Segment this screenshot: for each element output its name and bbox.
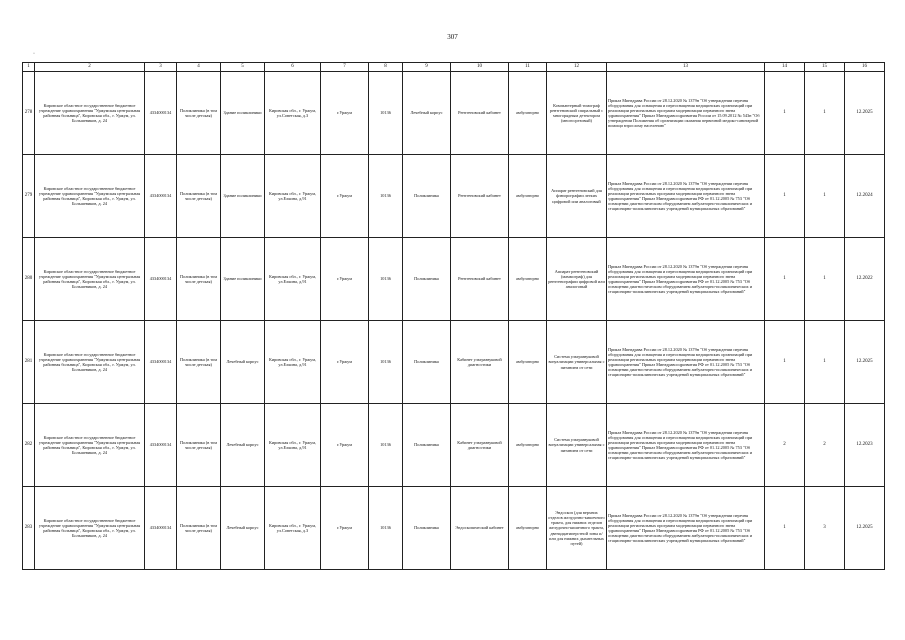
cell-type: амбулаторно — [509, 238, 547, 321]
cell-addr: Кировская обл., г. Уржум, ул.Елкина, д.91 — [265, 155, 321, 238]
cell-addr: Кировская обл., г. Уржум, ул.Елкина, д.91 — [265, 238, 321, 321]
cell-addr: Кировская обл., г. Уржум, ул.Елкина, д.91 — [265, 404, 321, 487]
header-cell: 16 — [845, 63, 885, 72]
cell-addr: Кировская обл., г. Уржум, ул.Советская, д.3 — [265, 487, 321, 570]
cell-equip: Аппарат рентгеновский для флюорографии легких цифровой или аналоговый — [547, 155, 607, 238]
cell-bld: Здание поликлиники — [221, 72, 265, 155]
cell-type: амбулаторно — [509, 404, 547, 487]
cell-bld: Лечебный корпус — [221, 321, 265, 404]
cell-cab: Кабинет ультразвуковой диагностики — [451, 404, 509, 487]
cell-city: г.Уржум — [321, 404, 369, 487]
cell-c16: 12.2025 — [845, 487, 885, 570]
cell-dept: Поликлиника (в том числе детская) — [177, 404, 221, 487]
cell-unit: Поликлиника — [403, 321, 451, 404]
cell-cab: Рентгеновский кабинет — [451, 72, 509, 155]
header-cell: 3 — [145, 63, 177, 72]
cell-type: амбулаторно — [509, 72, 547, 155]
equipment-table — [22, 62, 885, 570]
header-cell: 10 — [451, 63, 509, 72]
header-cell: 13 — [607, 63, 765, 72]
table-row — [23, 72, 885, 155]
header-cell: 6 — [265, 63, 321, 72]
cell-city: г.Уржум — [321, 72, 369, 155]
cell-c14: 1 — [765, 155, 805, 238]
table-row — [23, 155, 885, 238]
header-cell: 2 — [35, 63, 145, 72]
cell-code: 10136 — [369, 238, 403, 321]
cell-bld: Здание поликлиники — [221, 238, 265, 321]
cell-c14: 2 — [765, 404, 805, 487]
cell-dept: Поликлиника (в том числе детская) — [177, 487, 221, 570]
cell-org: Кировское областное государственное бюджетное учреждение здравоохранения "Уржумская центральная районная больница", Кировская обл., г. Уржум, ул. Большевиков, д. 24 — [35, 72, 145, 155]
table-row — [23, 321, 885, 404]
cell-c14: 1 — [765, 72, 805, 155]
header-cell: 11 — [509, 63, 547, 72]
cell-code: 10136 — [369, 72, 403, 155]
cell-bld: Здание поликлиники — [221, 155, 265, 238]
cell-equip: Система ультразвуковой визуализации универсальная с питанием от сети — [547, 321, 607, 404]
cell-org: Кировское областное государственное бюджетное учреждение здравоохранения "Уржумская центральная районная больница", Кировская обл., г. Уржум, ул. Большевиков, д. 24 — [35, 238, 145, 321]
cell-c16: 12.2024 — [845, 155, 885, 238]
header-row — [23, 63, 885, 72]
cell-addr: Кировская обл., г. Уржум, ул.Елкина, д.91 — [265, 321, 321, 404]
header-cell: 9 — [403, 63, 451, 72]
cell-code: 10136 — [369, 487, 403, 570]
cell-c16: 12.2025 — [845, 72, 885, 155]
cell-inn: 4334000134 — [145, 238, 177, 321]
cell-c15: 3 — [805, 487, 845, 570]
cell-n: 282 — [23, 404, 35, 487]
table-body — [23, 72, 885, 570]
cell-basis: Приказ Минздрава России от 28.12.2020 № 1379н "Об утверждении перечня оборудования для оснащения и переоснащения медицинских организаций при реализации региональных программ модернизации первичного звена здравоохранения" Приказ Минздравсоцразвития России от 15.09.2012 № 543н "Об утверждении Положения об организации оказания первичной медико-санитарной помощи взрослому населению" — [607, 72, 765, 155]
cell-c15: 1 — [805, 238, 845, 321]
cell-type: амбулаторно — [509, 487, 547, 570]
cell-basis: Приказ Минздрава России от 28.12.2020 № 1379н "Об утверждении перечня оборудования для оснащения и переоснащения медицинских организаций при реализации региональных программ модернизации первичного звена здравоохранения" Приказ Минздравсоцразвития РФ от 01.12.2005 № 753 "Об оснащении диагностическим оборудованием амбулаторно-поликлинических и стационарно-поликлинических учреждений муниципальных образований" — [607, 155, 765, 238]
cell-unit: Поликлиника — [403, 404, 451, 487]
cell-dept: Поликлиника (в том числе детская) — [177, 238, 221, 321]
cell-bld: Лечебный корпус — [221, 487, 265, 570]
header-cell: 15 — [805, 63, 845, 72]
cell-bld: Лечебный корпус — [221, 404, 265, 487]
cell-c15: 1 — [805, 72, 845, 155]
table-row — [23, 487, 885, 570]
cell-city: г.Уржум — [321, 321, 369, 404]
cell-inn: 4334000134 — [145, 404, 177, 487]
cell-org: Кировское областное государственное бюджетное учреждение здравоохранения "Уржумская центральная районная больница", Кировская обл., г. Уржум, ул. Большевиков, д. 24 — [35, 155, 145, 238]
cell-basis: Приказ Минздрава России от 28.12.2020 № 1379н "Об утверждении перечня оборудования для оснащения и переоснащения медицинских организаций при реализации региональных программ модернизации первичного звена здравоохранения" Приказ Минздравсоцразвития РФ от 01.12.2005 № 753 "Об оснащении диагностическим оборудованием амбулаторно-поликлинических и стационарно-поликлинических учреждений муниципальных образований" — [607, 321, 765, 404]
cell-equip: Система ультразвуковой визуализации универсальная с питанием от сети — [547, 404, 607, 487]
cell-org: Кировское областное государственное бюджетное учреждение здравоохранения "Уржумская центральная районная больница", Кировская обл., г. Уржум, ул. Большевиков, д. 24 — [35, 404, 145, 487]
cell-dept: Поликлиника (в том числе детская) — [177, 72, 221, 155]
cell-cab: Кабинет ультразвуковой диагностики — [451, 321, 509, 404]
cell-basis: Приказ Минздрава России от 28.12.2020 № 1379н "Об утверждении перечня оборудования для оснащения и переоснащения медицинских организаций при реализации региональных программ модернизации первичного звена здравоохранения" Приказ Минздравсоцразвития РФ от 01.12.2005 № 753 "Об оснащении диагностическим оборудованием амбулаторно-поликлинических и стационарно-поликлинических учреждений муниципальных образований" — [607, 487, 765, 570]
cell-c16: 12.2022 — [845, 238, 885, 321]
cell-equip: Эндоскоп (для верхних отделов желудочно-кишечного тракта, для нижних отделов желудочно-кишечного тракта, двенадцатиперстной зоны и/или для нижних дыхательных путей) — [547, 487, 607, 570]
header-cell: 4 — [177, 63, 221, 72]
cell-n: 278 — [23, 72, 35, 155]
cell-unit: Поликлиника — [403, 238, 451, 321]
cell-type: амбулаторно — [509, 155, 547, 238]
cell-dept: Поликлиника (в том числе детская) — [177, 155, 221, 238]
cell-c16: 12.2025 — [845, 321, 885, 404]
cell-city: г.Уржум — [321, 155, 369, 238]
cell-code: 10136 — [369, 155, 403, 238]
cell-unit: Поликлиника — [403, 155, 451, 238]
cell-basis: Приказ Минздрава России от 28.12.2020 № 1379н "Об утверждении перечня оборудования для оснащения и переоснащения медицинских организаций при реализации региональных программ модернизации первичного звена здравоохранения" Приказ Минздравсоцразвития РФ от 01.12.2005 № 753 "Об оснащении диагностическим оборудованием амбулаторно-поликлинических и стационарно-поликлинических учреждений муниципальных образований" — [607, 404, 765, 487]
cell-cab: Рентгеновский кабинет — [451, 238, 509, 321]
cell-n: 279 — [23, 155, 35, 238]
cell-c15: 1 — [805, 321, 845, 404]
cell-n: 280 — [23, 238, 35, 321]
cell-inn: 4334000134 — [145, 155, 177, 238]
cell-c15: 2 — [805, 404, 845, 487]
cell-city: г.Уржум — [321, 487, 369, 570]
page-number: 307 — [447, 33, 458, 41]
cell-inn: 4334000134 — [145, 487, 177, 570]
table-row — [23, 404, 885, 487]
cell-inn: 4334000134 — [145, 321, 177, 404]
cell-unit: Поликлиника — [403, 487, 451, 570]
cell-c14: 1 — [765, 238, 805, 321]
cell-org: Кировское областное государственное бюджетное учреждение здравоохранения "Уржумская центральная районная больница", Кировская обл., г. Уржум, ул. Большевиков, д. 24 — [35, 321, 145, 404]
cell-code: 10136 — [369, 321, 403, 404]
cell-dept: Поликлиника (в том числе детская) — [177, 321, 221, 404]
cell-inn: 4334000134 — [145, 72, 177, 155]
cell-code: 10136 — [369, 404, 403, 487]
header-cell: 12 — [547, 63, 607, 72]
header-cell: 7 — [321, 63, 369, 72]
header-cell: 14 — [765, 63, 805, 72]
cell-city: г.Уржум — [321, 238, 369, 321]
header-cell: 8 — [369, 63, 403, 72]
cell-cab: Эндоскопический кабинет — [451, 487, 509, 570]
header-cell: 5 — [221, 63, 265, 72]
cell-cab: Рентгеновский кабинет — [451, 155, 509, 238]
cell-c14: 1 — [765, 321, 805, 404]
cell-unit: Лечебный корпус — [403, 72, 451, 155]
cell-org: Кировское областное государственное бюджетное учреждение здравоохранения "Уржумская центральная районная больница", Кировская обл., г. Уржум, ул. Большевиков, д. 24 — [35, 487, 145, 570]
cell-n: 281 — [23, 321, 35, 404]
cell-c15: 1 — [805, 155, 845, 238]
table-row — [23, 238, 885, 321]
cell-n: 283 — [23, 487, 35, 570]
cell-type: амбулаторно — [509, 321, 547, 404]
cell-c16: 12.2023 — [845, 404, 885, 487]
cell-c14: 1 — [765, 487, 805, 570]
cell-addr: Кировская обл., г. Уржум, ул.Советская, д.3 — [265, 72, 321, 155]
header-cell: 1 — [23, 63, 35, 72]
cell-equip: Компьютерный томограф рентгеновский спиральный с многорядным детектором (многосрезовый) — [547, 72, 607, 155]
page-mark: · — [33, 51, 35, 57]
cell-basis: Приказ Минздрава России от 28.12.2020 № 1379н "Об утверждении перечня оборудования для оснащения и переоснащения медицинских организаций при реализации региональных программ модернизации первичного звена здравоохранения" Приказ Минздравсоцразвития РФ от 01.12.2005 № 753 "Об оснащении диагностическим оборудованием амбулаторно-поликлинических и стационарно-поликлинических учреждений муниципальных образований" — [607, 238, 765, 321]
cell-equip: Аппарат рентгеновский (маммограф) для рентгенографии цифровой или аналоговый — [547, 238, 607, 321]
